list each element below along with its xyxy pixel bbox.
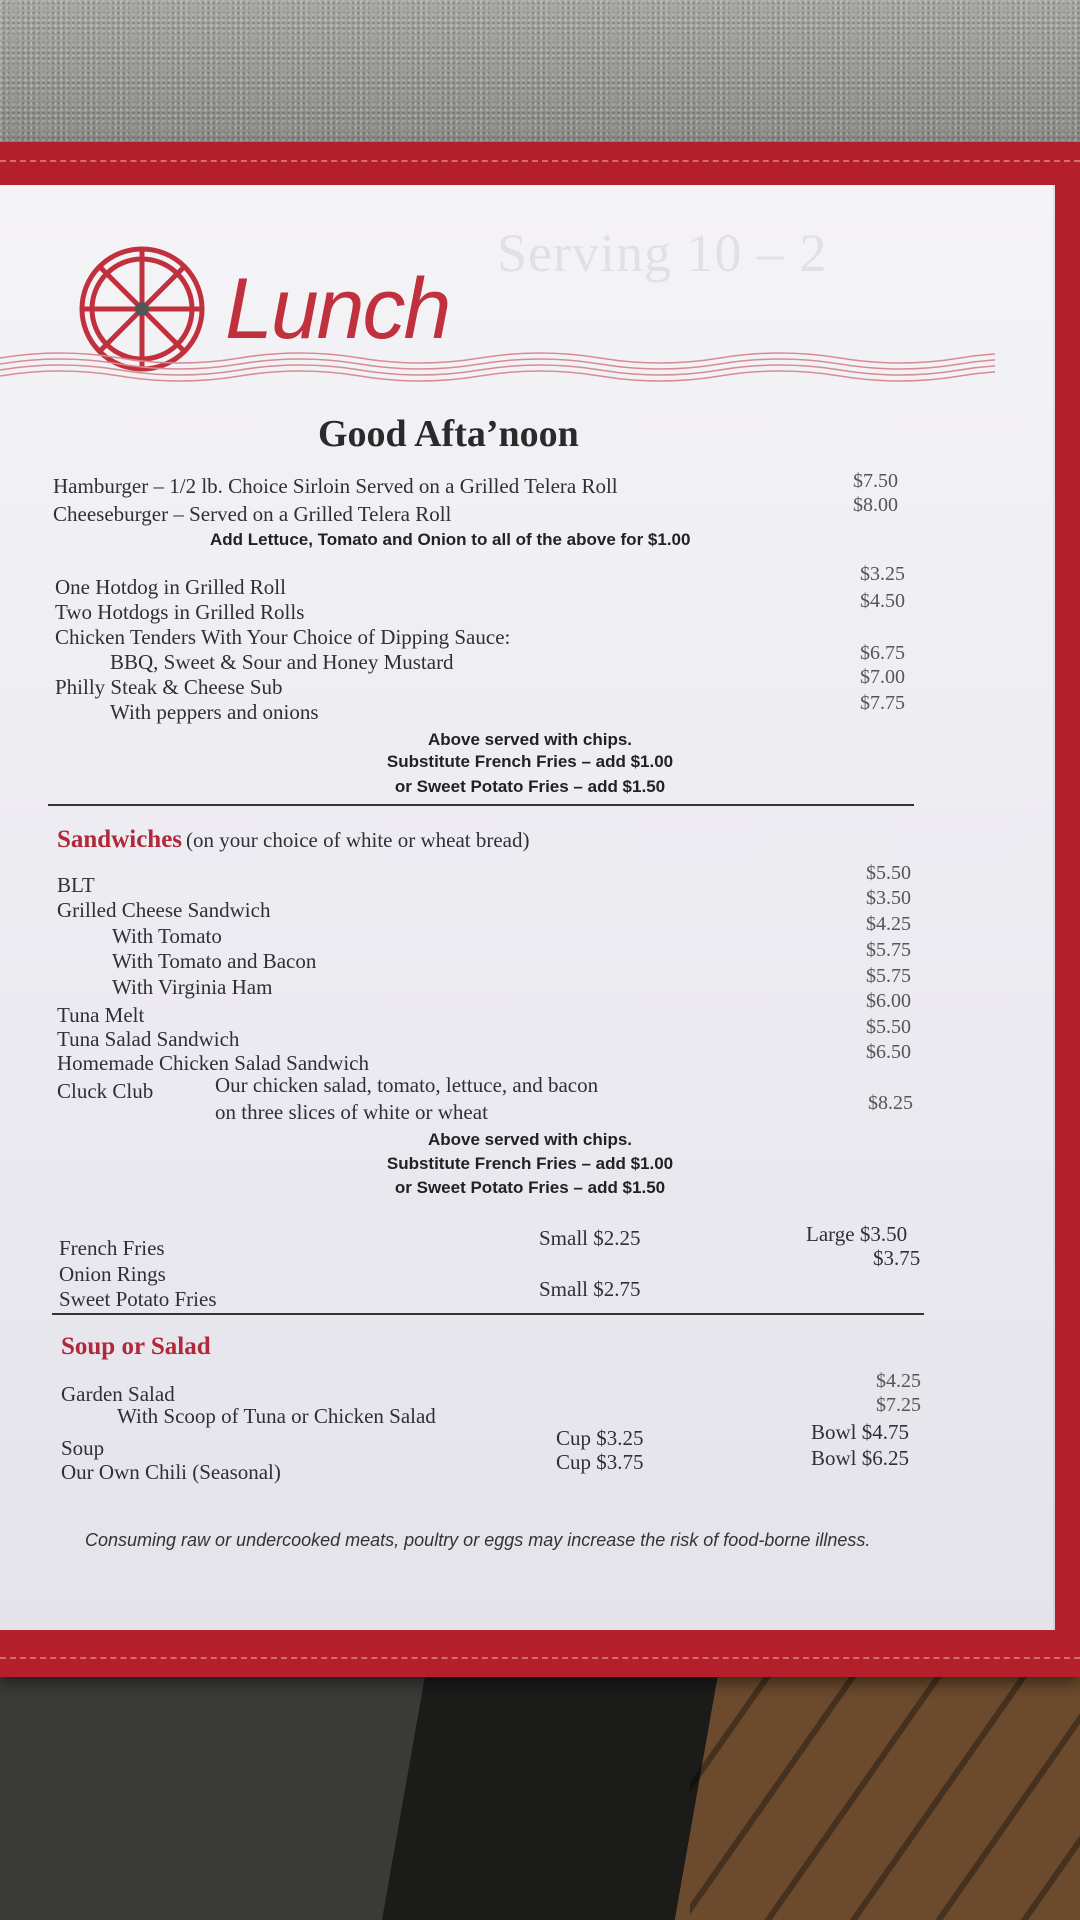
menu-item-chili: Our Own Chili (Seasonal) (61, 1460, 281, 1484)
price-tuna-salad: $5.50 (866, 1016, 911, 1038)
menu-item-dipping-sauces: BBQ, Sweet & Sour and Honey Mustard (110, 650, 454, 674)
price-tenders-1: $6.75 (860, 642, 905, 664)
menu-item-cluck-club: Cluck Club (57, 1079, 154, 1103)
price-cup-chili: Cup $3.75 (556, 1450, 644, 1474)
section-heading: Good Afta’noon (318, 413, 579, 455)
price-bowl-chili: Bowl $6.25 (811, 1446, 910, 1470)
price-small-sweet-potato: Small $2.75 (539, 1277, 641, 1301)
sandwiches-header (57, 826, 530, 854)
price-cheeseburger: $8.00 (853, 494, 898, 516)
menu-item-chicken-salad: Homemade Chicken Salad Sandwich (57, 1051, 370, 1075)
price-bowl-soup: Bowl $4.75 (811, 1420, 910, 1444)
menu-item-garden-salad: Garden Salad (61, 1382, 175, 1406)
cluck-club-desc-1: Our chicken salad, tomato, lettuce, and bacon (215, 1073, 599, 1097)
sandwiches-title: Sandwiches (57, 826, 183, 853)
chips-note-line-2: Substitute French Fries – add $1.00 (386, 752, 674, 771)
menu-item-philly-steak: Philly Steak & Cheese Sub (55, 675, 283, 699)
menu-title: Lunch (225, 261, 450, 357)
menu-item-hamburger: Hamburger – 1/2 lb. Choice Sirloin Served on a Grilled Telera Roll (53, 474, 618, 498)
sandwiches-subtitle: (on your choice of white or wheat bread) (186, 828, 530, 852)
soup-salad-title: Soup or Salad (61, 1333, 211, 1360)
cover-stitching-bottom (0, 1657, 1080, 1659)
menu-item-sweet-potato-fries: Sweet Potato Fries (59, 1287, 217, 1311)
menu-item-tuna-salad: Tuna Salad Sandwich (57, 1027, 240, 1051)
sandwich-chips-note-1: Above served with chips. (427, 1130, 633, 1149)
burger-addon-note: Add Lettuce, Tomato and Onion to all of the above for $1.00 (210, 530, 691, 549)
menu-item-with-tomato-bacon: With Tomato and Bacon (112, 949, 317, 973)
price-with-ham: $5.75 (866, 965, 911, 987)
price-small-fries: Small $2.25 (539, 1226, 641, 1250)
cover-stitching-top (0, 160, 1080, 162)
price-two-hotdogs: $4.50 (860, 590, 905, 612)
menu-item-one-hotdog: One Hotdog in Grilled Roll (55, 575, 286, 599)
menu-item-salad-scoop: With Scoop of Tuna or Chicken Salad (117, 1404, 436, 1428)
menu-item-two-hotdogs: Two Hotdogs in Grilled Rolls (55, 600, 305, 624)
price-blt: $5.50 (866, 862, 911, 884)
sandwich-chips-note-3: or Sweet Potato Fries – add $1.50 (394, 1178, 666, 1197)
menu-item-grilled-cheese: Grilled Cheese Sandwich (57, 898, 271, 922)
price-large-onion-rings: $3.75 (873, 1246, 921, 1270)
menu-item-with-tomato: With Tomato (112, 924, 222, 948)
price-grilled-cheese: $3.50 (866, 887, 911, 909)
sandwich-chips-note-2: Substitute French Fries – add $1.00 (386, 1154, 674, 1173)
price-one-hotdog: $3.25 (860, 563, 905, 585)
menu-item-french-fries: French Fries (59, 1236, 165, 1260)
floor (0, 1660, 1080, 1920)
price-cup-soup: Cup $3.25 (556, 1426, 644, 1450)
wave-divider (0, 348, 995, 388)
menu-item-cheeseburger: Cheeseburger – Served on a Grilled Telera Roll (53, 502, 452, 526)
price-philly: $7.75 (860, 692, 905, 714)
food-safety-disclaimer: Consuming raw or undercooked meats, poultry or eggs may increase the risk of food-borne illness. (85, 1530, 871, 1550)
divider-1 (48, 804, 914, 806)
price-tenders-2: $7.00 (860, 666, 905, 688)
price-chicken-salad: $6.50 (866, 1041, 911, 1063)
menu-item-onion-rings: Onion Rings (59, 1262, 166, 1286)
divider-2 (52, 1313, 924, 1315)
chips-note-line-3: or Sweet Potato Fries – add $1.50 (394, 777, 666, 796)
menu-item-tuna-melt: Tuna Melt (57, 1003, 145, 1027)
serving-hours: Serving 10 – 2 (497, 223, 828, 283)
menu-item-with-ham: With Virginia Ham (112, 975, 273, 999)
menu-item-chicken-tenders: Chicken Tenders With Your Choice of Dipping Sauce: (55, 625, 511, 649)
menu-item-blt: BLT (57, 873, 95, 897)
countertop (0, 0, 1080, 150)
price-with-tomato-bacon: $5.75 (866, 939, 911, 961)
price-salad-scoop: $7.25 (876, 1394, 921, 1416)
price-large-fries: Large $3.50 (806, 1222, 908, 1246)
price-tuna-melt: $6.00 (866, 990, 911, 1012)
menu-item-soup: Soup (61, 1436, 105, 1460)
cluck-club-desc-2: on three slices of white or wheat (215, 1100, 488, 1124)
menu-item-philly-note: With peppers and onions (110, 700, 319, 724)
chips-note-line-1: Above served with chips. (427, 730, 633, 749)
price-cluck-club: $8.25 (868, 1092, 913, 1114)
price-with-tomato: $4.25 (866, 913, 911, 935)
price-garden-salad: $4.25 (876, 1370, 921, 1392)
price-hamburger: $7.50 (853, 470, 898, 492)
